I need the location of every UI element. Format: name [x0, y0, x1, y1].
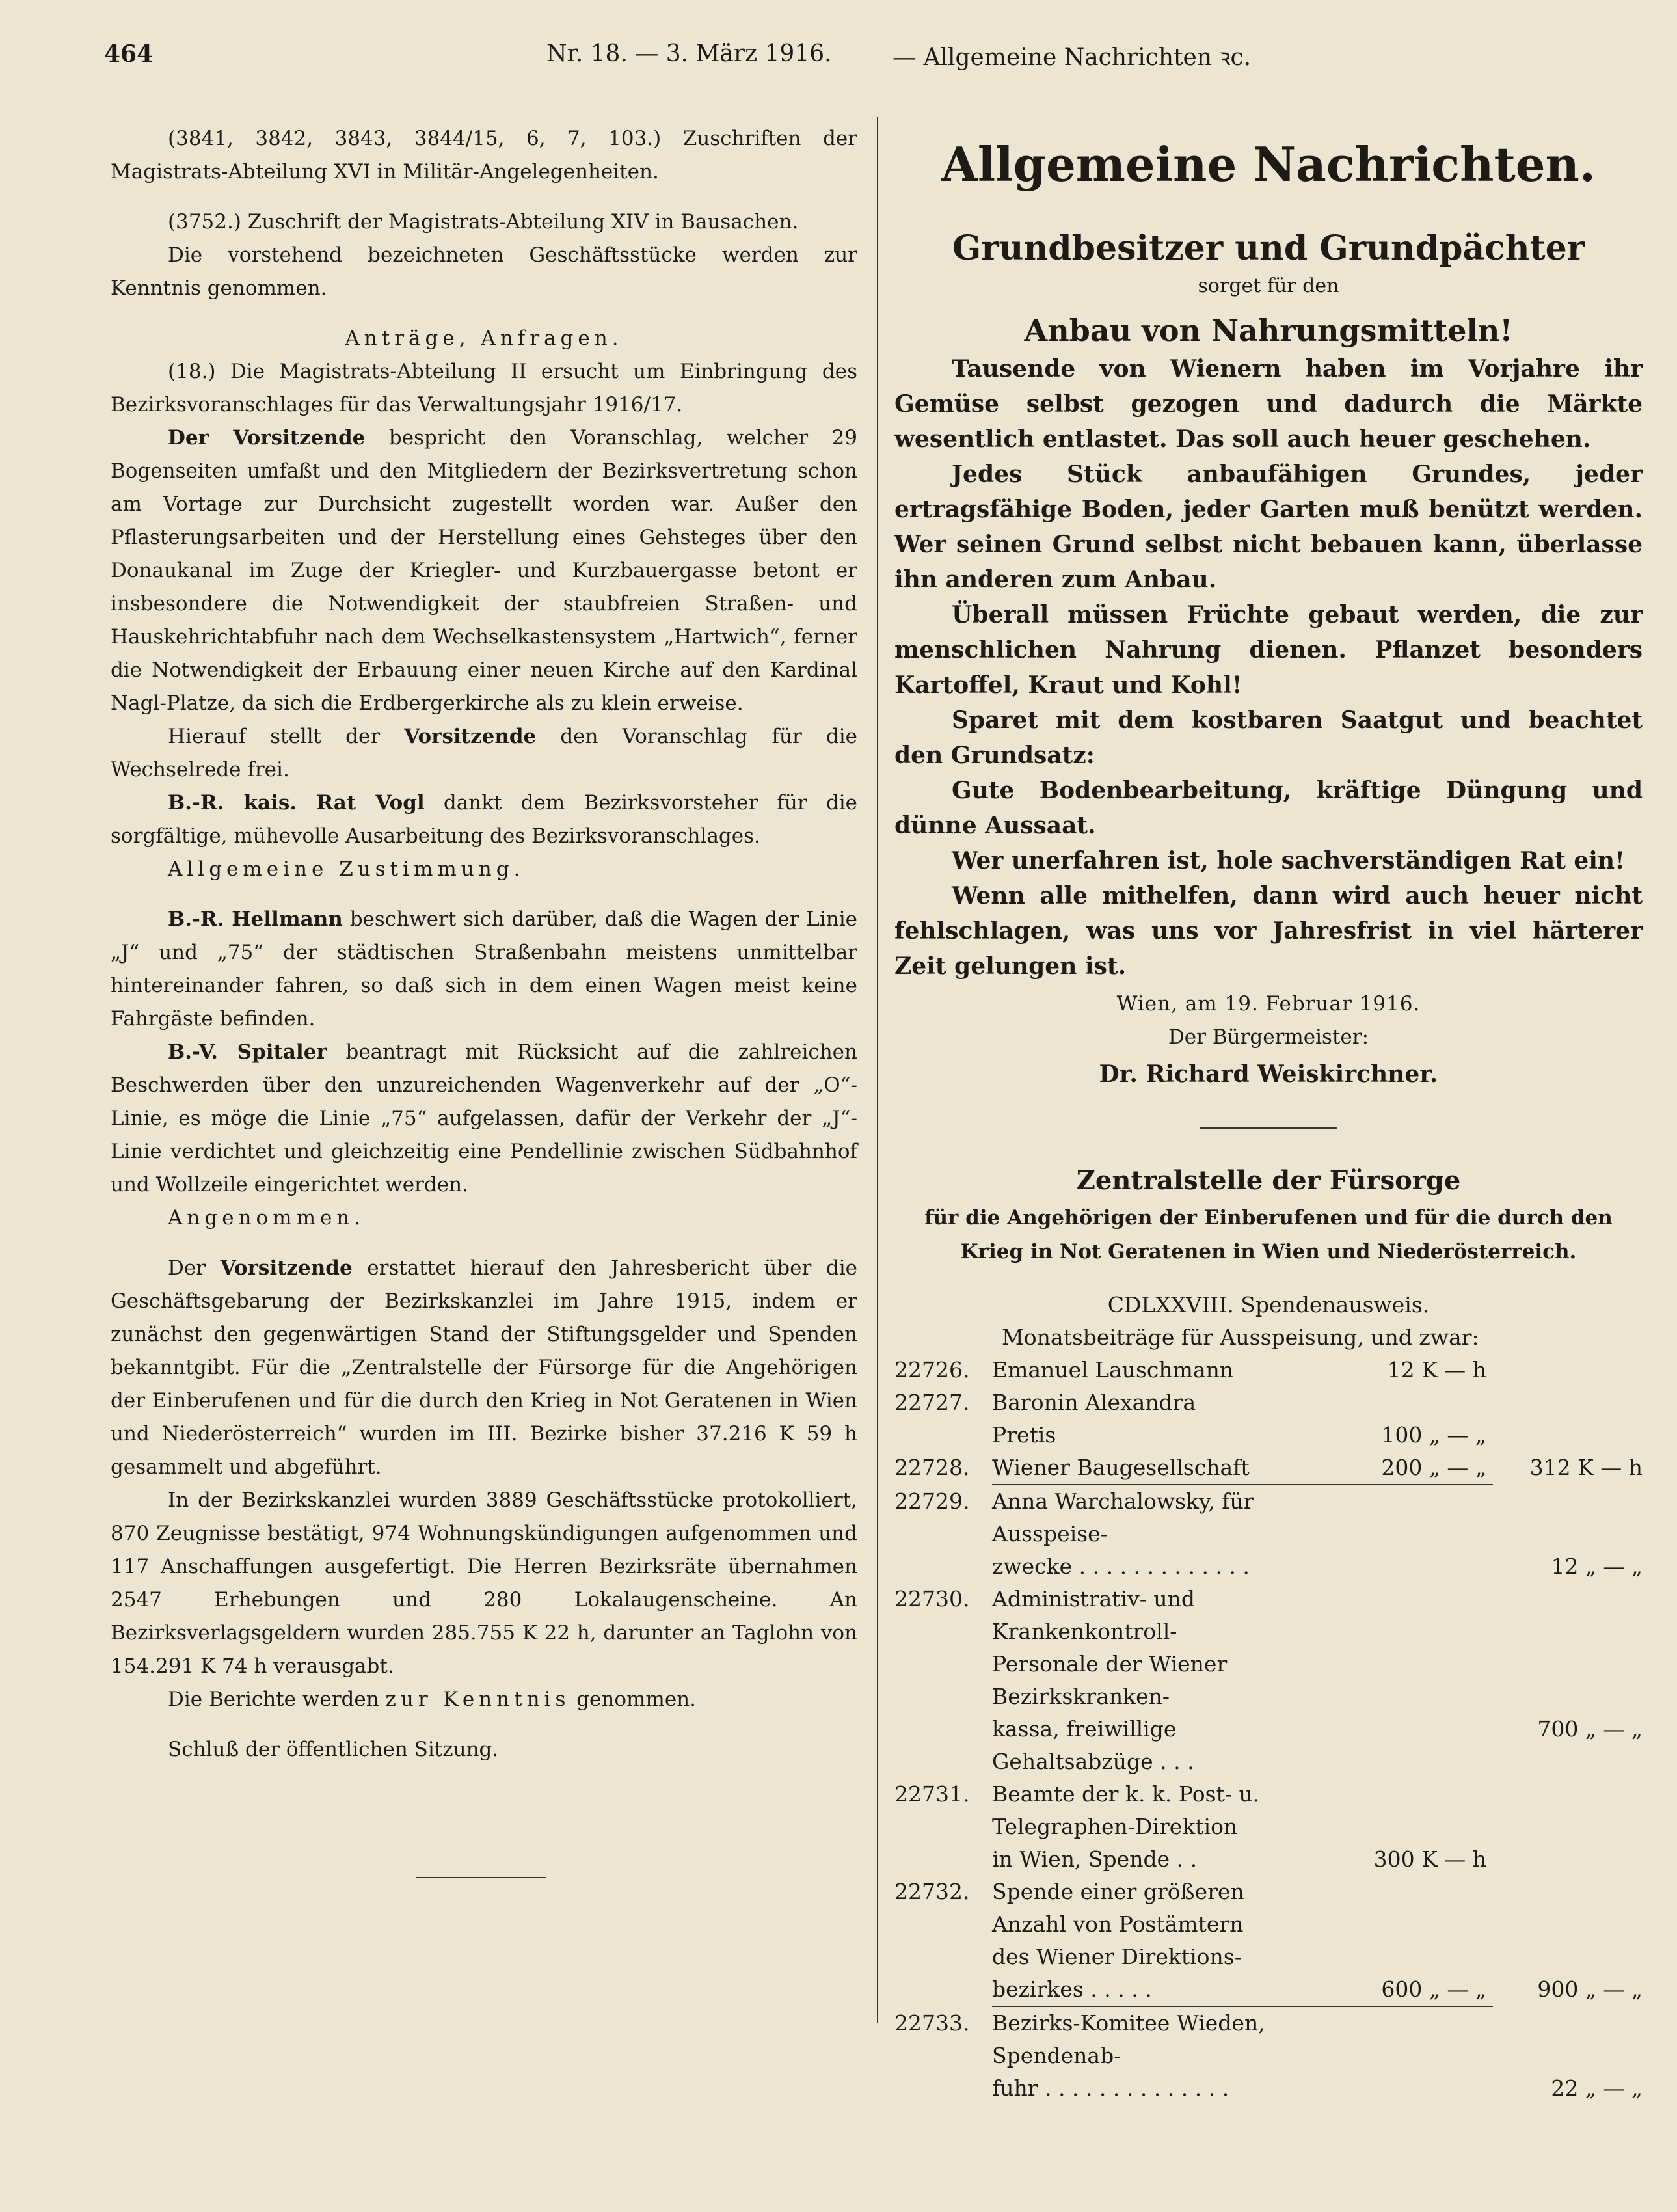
- donation-donor: Anzahl von Postämtern: [992, 1911, 1244, 1937]
- donation-number: 22731.: [894, 1781, 970, 1807]
- donation-row: [894, 1451, 1643, 1485]
- donation-row: [894, 1648, 1643, 1713]
- donation-number: [894, 1973, 992, 2007]
- donation-number: [894, 1908, 992, 1941]
- donation-number: 22732.: [894, 1879, 970, 1904]
- donation-amount: [1343, 2007, 1493, 2072]
- notice-heading: Grundbesitzer und Grundpächter: [952, 228, 1585, 268]
- donation-amount: 12 K — h: [1387, 1357, 1486, 1382]
- notice-heading-2: Anbau von Nahrungsmitteln!: [1024, 313, 1513, 348]
- paragraph-bezirkskanzlei: In der Bezirkskanzlei wurden 3889 Geschäftsstücke protokolliert, 870 Zeugnisse bestätigt, 974 Wohnungskündigungen aufgenommen und 117 Anschaffungen ausgefertigt. Die Herren Bezirksräte übernahmen 2547 Erhebungen und 280 Lokalaugenscheine. An Bezirksverlagsgeldern wurden 285.755 K 22 h, darunter an Taglohn von 154.291 K 74 h verausgabt.: [111, 1489, 857, 1678]
- donation-amount: [1343, 1713, 1493, 1778]
- paragraph-zustimmung: Allgemeine Zustimmung.: [168, 857, 525, 881]
- section-title: Allgemeine Nachrichten.: [941, 137, 1596, 192]
- donation-amount: [1343, 1941, 1493, 1973]
- donation-donor: bezirkes . . . . .: [992, 1973, 1343, 2007]
- donation-row: [894, 1876, 1643, 1908]
- donation-amount: [1343, 1648, 1493, 1713]
- paragraph-jahresbericht: Der Vorsitzende erstattet hierauf den Jahresbericht über die Geschäftsgebarung der Bezirkskanzlei im Jahre 1915, indem er zunächst den gegenwärtigen Stand der Stiftungsgelder und Spenden bekanntgibt. Für die „Zentralstelle der Fürsorge für die Angehörigen der Einberufenen und für die durch den Krieg in Not Geratenen in Wien und Niederösterreich“ wurden im III. Bezirke bisher 37.216 K 59 h gesammelt und abgeführt.: [111, 1256, 858, 1479]
- donation-row: [894, 1908, 1643, 1941]
- donation-amount: 100 „ — „: [1381, 1422, 1486, 1448]
- donation-subtotal: [1493, 1876, 1643, 1908]
- heading-antraege: Anträge, Anfragen.: [345, 327, 623, 350]
- speaker-vorsitzende: Der Vorsitzende: [168, 426, 366, 450]
- donation-row: [894, 1778, 1643, 1811]
- donation-row: [894, 1550, 1643, 1583]
- paragraph-angenommen: Angenommen.: [168, 1206, 366, 1230]
- donation-donor: Bezirks-Komitee Wieden, Spendenab-: [992, 2010, 1265, 2068]
- donation-subtotal: 22 „ — „: [1551, 2075, 1643, 2101]
- donation-subtotal: 312 K — h: [1529, 1455, 1643, 1480]
- donation-row: [894, 1713, 1643, 1778]
- donation-subtotal: [1493, 1419, 1643, 1451]
- donation-subtotal: [1493, 1648, 1643, 1713]
- donation-amount: 300 K — h: [1373, 1846, 1486, 1872]
- donation-donor: Pretis: [992, 1422, 1056, 1448]
- notice-body: Tausende von Wienern haben im Vorjahre ihr Gemüse selbst gezogen und dadurch die Märkte wesentlich entlastet. Das soll auch heuer geschehen. Jedes Stück anbaufähigen Grundes, jeder ertragsfähige Boden, jeder Garten muß benützt werden. Wer seinen Grund selbst nicht bebauen kann, überlasse ihn anderen zum Anbau. Überall müssen Früchte gebaut werden, die zur menschlichen Nahrung dienen. Pflanzet besonders Kartoffel, Kraut und Kohl! Sparet mit dem kostbaren Saatgut und beachtet den Grundsatz: Gute Bodenbearbeitung, kräftige Düngung und dünne Aussaat. Wer unerfahren ist, hole sachverständigen Rat ein! Wenn alle mithelfen, dann wird auch heuer nicht fehlschlagen, was uns vor Jahresfrist in viel härterer Zeit gelungen ist.: [894, 355, 1643, 980]
- paragraph-berichte: Die Berichte werden zur Kenntnis genommen.: [168, 1688, 696, 1711]
- notice-subheading: sorget für den: [1198, 275, 1339, 297]
- donation-donor: Baronin Alexandra: [992, 1390, 1196, 1415]
- left-column: [111, 122, 857, 1878]
- donation-amount: 600 „ — „: [1343, 1973, 1493, 2007]
- paragraph-voranschlag: Der Vorsitzende bespricht den Voranschlag, welcher 29 Bogenseiten umfaßt und den Mitgliedern der Bezirksvertretung schon am Vortage zur Durchsicht zugestellt worden war. Außer den Pflasterungsarbeiten und der Herstellung eines Gehsteges über den Donaukanal im Zuge der Kriegler- und Kurzbauergasse betont er insbesondere die Notwendigkeit der staubfreien Straßen- und Hauskehrichtabfuhr nach dem Wechselkastensystem „Hartwich“, ferner die Notwendigkeit der Erbauung einer neuen Kirche auf den Kardinal Nagl-Platze, da sich die Erdbergerkirche als zu klein erweise.: [111, 426, 858, 715]
- donation-donor: Emanuel Lauschmann: [992, 1357, 1234, 1382]
- donation-donor: kassa, freiwillige Gehaltsabzüge . . .: [992, 1716, 1194, 1774]
- donation-donor: Administrativ- und Krankenkontroll-: [992, 1586, 1195, 1644]
- place-date: Wien, am 19. Februar 1916.: [1116, 992, 1421, 1016]
- paragraph-wechselrede: Hierauf stellt der Vorsitzende den Voranschlag für die Wechselrede frei.: [111, 725, 857, 781]
- signature-name: Dr. Richard Weiskirchner.: [1099, 1060, 1438, 1088]
- page-number: 464: [104, 40, 154, 68]
- paragraph-kenntnis: Die vorstehend bezeichneten Geschäftsstücke werden zur Kenntnis genommen.: [111, 243, 857, 300]
- donation-amount: [1343, 1778, 1493, 1811]
- spendenausweis-heading: CDLXXVIII. Spendenausweis.: [1107, 1292, 1430, 1317]
- donation-number: [894, 1843, 992, 1876]
- donation-donor: in Wien, Spende . .: [992, 1846, 1198, 1872]
- donation-subtotal: [1493, 2007, 1643, 2072]
- paragraph-bausachen: (3752.) Zuschrift der Magistrats-Abteilung XIV in Bausachen.: [168, 210, 799, 234]
- donation-donor: Spende einer größeren: [992, 1879, 1244, 1904]
- donation-donor: Personale der Wiener Bezirkskranken-: [992, 1651, 1228, 1709]
- separator-rule: [1200, 1127, 1337, 1129]
- donation-number: 22726.: [894, 1357, 970, 1382]
- donation-row: [894, 1419, 1643, 1451]
- donation-subtotal: [1493, 1778, 1643, 1811]
- donation-subtotal: [1493, 1941, 1643, 1973]
- donation-number: 22733.: [894, 2010, 970, 2036]
- donation-row: [894, 1843, 1643, 1876]
- paragraph-antrag-18: (18.) Die Magistrats-Abteilung II ersucht um Einbringung des Bezirksvoranschlages für das Verwaltungsjahr 1916/17.: [111, 360, 857, 416]
- donation-number: [894, 1419, 992, 1451]
- end-rule: [416, 1877, 546, 1878]
- donation-number: [894, 1550, 992, 1583]
- column-divider: [877, 117, 878, 2023]
- donation-donor: Telegraphen-Direktion: [992, 1814, 1238, 1839]
- donation-number: [894, 1713, 992, 1778]
- donation-amount: [1343, 1583, 1493, 1648]
- donation-row: [894, 2072, 1643, 2105]
- donation-amount: [1343, 1485, 1493, 1550]
- donation-subtotal: [1493, 1843, 1643, 1876]
- donation-amount: [1343, 1811, 1493, 1843]
- paragraph-vogl: B.-R. kais. Rat Vogl dankt dem Bezirksvorsteher für die sorgfältige, mühevolle Ausarbeitung des Bezirksvoranschlages.: [111, 791, 857, 848]
- donation-amount: [1343, 1908, 1493, 1941]
- donation-number: 22727.: [894, 1390, 970, 1415]
- paragraph-schluss: Schluß der öffentlichen Sitzung.: [168, 1738, 499, 1761]
- donation-donor: zwecke . . . . . . . . . . . . .: [992, 1554, 1250, 1579]
- donation-subtotal: [1493, 1811, 1643, 1843]
- donation-number: [894, 1941, 992, 1973]
- donation-subtotal: [1493, 1908, 1643, 1941]
- donation-donor: Wiener Baugesellschaft: [992, 1451, 1343, 1485]
- donation-subtotal: [1493, 1386, 1643, 1419]
- donation-donor: Anna Warchalowsky, für Ausspeise-: [992, 1489, 1254, 1546]
- donation-row: [894, 1811, 1643, 1843]
- donation-subtotal: 12 „ — „: [1551, 1554, 1643, 1579]
- donation-subtotal: [1493, 1583, 1643, 1648]
- donation-list: [894, 1354, 1643, 2105]
- right-column: [894, 122, 1643, 2105]
- section-line: — Allgemeine Nachrichten ꝛc.: [892, 44, 1252, 71]
- donation-amount: 200 „ — „: [1343, 1451, 1493, 1485]
- donation-row: [894, 1941, 1643, 1973]
- donation-amount: [1343, 2072, 1493, 2105]
- donation-number: [894, 2072, 992, 2105]
- donation-row: [894, 1485, 1643, 1550]
- donation-row: [894, 1354, 1643, 1386]
- signature-title: Der Bürgermeister:: [1168, 1025, 1369, 1049]
- donation-subtotal: 900 „ — „: [1537, 1976, 1643, 2002]
- donation-row: [894, 2007, 1643, 2072]
- donation-subtotal: [1493, 1354, 1643, 1386]
- donation-number: [894, 1648, 992, 1713]
- donation-donor: Beamte der k. k. Post- u.: [992, 1781, 1260, 1807]
- paragraph-hellmann: B.-R. Hellmann beschwert sich darüber, daß die Wagen der Linie „J“ und „75“ der städtischen Straßenbahn meistens unmittelbar hintereinander fahren, so daß sich in dem einen Wagen meist keine Fahrgäste befinden.: [111, 908, 857, 1031]
- donation-number: 22730.: [894, 1586, 970, 1612]
- donation-number: 22729.: [894, 1489, 970, 1514]
- donation-row: [894, 1973, 1643, 2007]
- donation-donor: fuhr . . . . . . . . . . . . . .: [992, 2075, 1229, 2101]
- issue-line: Nr. 18. — 3. März 1916.: [546, 40, 832, 67]
- donation-amount: [1343, 1550, 1493, 1583]
- donation-subtotal: [1493, 1485, 1643, 1550]
- donation-number: [894, 1811, 992, 1843]
- paragraph-zuschriften: (3841, 3842, 3843, 3844/15, 6, 7, 103.) Zuschriften der Magistrats-Abteilung XVI in Militär-Angelegenheiten.: [111, 127, 857, 183]
- zentralstelle-title: Zentralstelle der Fürsorge: [1076, 1165, 1461, 1196]
- paragraph-spitaler: B.-V. Spitaler beantragt mit Rücksicht auf die zahlreichen Beschwerden über den unzureichenden Wagenverkehr auf der „O“-Linie, es möge die Linie „75“ aufgelassen, dafür der Verkehr der „J“-Linie verdichtet und gleichzeitig eine Pendellinie zwischen Südbahnhof und Wollzeile eingerichtet werden.: [111, 1040, 857, 1196]
- donation-row: [894, 1386, 1643, 1419]
- monatsbeitraege-heading: Monatsbeiträge für Ausspeisung, und zwar:: [1002, 1325, 1479, 1350]
- donation-subtotal: 700 „ — „: [1537, 1716, 1643, 1742]
- zentralstelle-subtitle: für die Angehörigen der Einberufenen und für die durch den Krieg in Not Geratenen in Wien und Niederösterreich.: [924, 1206, 1613, 1263]
- donation-donor: des Wiener Direktions-: [992, 1944, 1242, 1969]
- donation-number: 22728.: [894, 1455, 970, 1480]
- donation-amount: [1343, 1876, 1493, 1908]
- donation-row: [894, 1583, 1643, 1648]
- donation-amount: [1343, 1386, 1493, 1419]
